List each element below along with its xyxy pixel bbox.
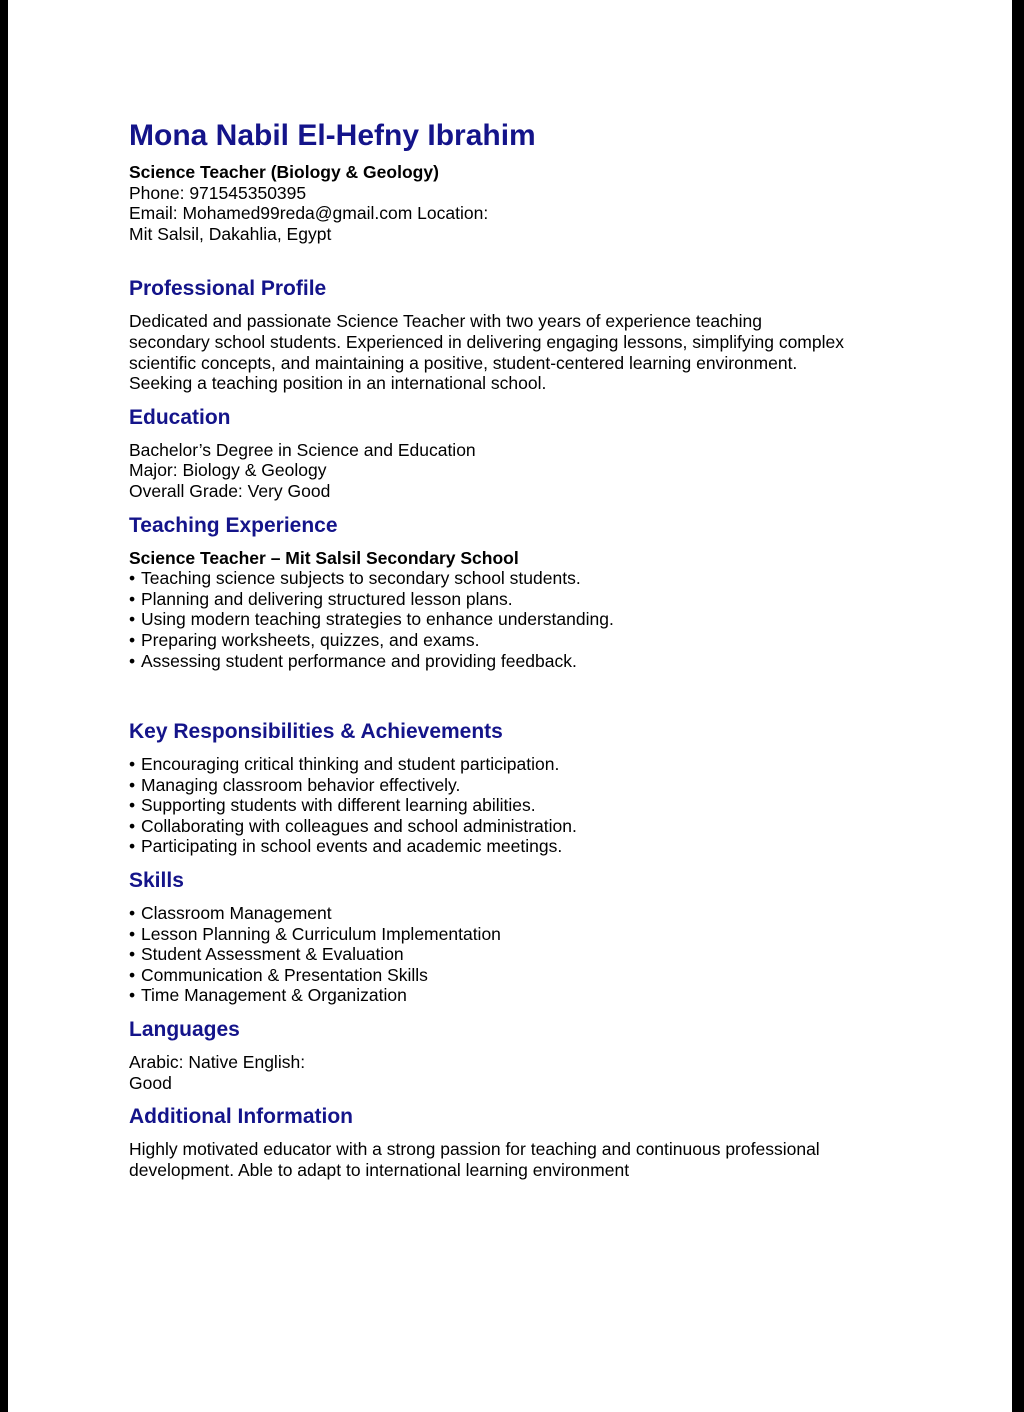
list-item: • Collaborating with colleagues and school administration. bbox=[129, 815, 577, 836]
resume-page bbox=[8, 0, 1012, 1412]
additional-line: Highly motivated educator with a strong passion for teaching and continuous professional bbox=[129, 1139, 820, 1160]
list-item: • Assessing student performance and providing feedback. bbox=[129, 650, 577, 671]
education-line: Major: Biology & Geology bbox=[129, 460, 327, 481]
profile-heading: Professional Profile bbox=[129, 277, 327, 301]
bullet-icon: • bbox=[129, 903, 136, 924]
bullet-icon: • bbox=[129, 944, 136, 965]
profile-line: Seeking a teaching position in an international school. bbox=[129, 373, 547, 394]
education-body bbox=[129, 440, 929, 502]
experience-body bbox=[129, 548, 929, 672]
education-line: Overall Grade: Very Good bbox=[129, 480, 331, 501]
list-item: • Managing classroom behavior effectively. bbox=[129, 774, 461, 795]
experience-list bbox=[129, 568, 929, 671]
bullet-icon: • bbox=[129, 795, 136, 816]
list-item: • Lesson Planning & Curriculum Implementation bbox=[129, 923, 501, 944]
bullet-icon: • bbox=[129, 836, 136, 857]
education-line: Bachelor’s Degree in Science and Education bbox=[129, 439, 476, 460]
list-item: • Communication & Presentation Skills bbox=[129, 964, 428, 985]
bullet-icon: • bbox=[129, 650, 136, 671]
bullet-icon: • bbox=[129, 754, 136, 775]
bullet-icon: • bbox=[129, 964, 136, 985]
responsibilities-section bbox=[129, 719, 929, 857]
list-item: • Using modern teaching strategies to enhance understanding. bbox=[129, 609, 614, 630]
languages-section bbox=[129, 1017, 929, 1093]
education-section bbox=[129, 405, 929, 502]
experience-heading: Teaching Experience bbox=[129, 513, 338, 537]
list-item: • Student Assessment & Evaluation bbox=[129, 944, 404, 965]
candidate-name: Mona Nabil El-Hefny Ibrahim bbox=[129, 119, 536, 152]
profile-section bbox=[129, 276, 929, 393]
list-item: • Preparing worksheets, quizzes, and exams. bbox=[129, 629, 480, 650]
resume-content bbox=[129, 116, 929, 1180]
additional-section bbox=[129, 1104, 929, 1180]
bullet-icon: • bbox=[129, 774, 136, 795]
job-title: Science Teacher (Biology & Geology) bbox=[129, 162, 439, 182]
list-item: • Participating in school events and academic meetings. bbox=[129, 836, 563, 857]
location-line: Mit Salsil, Dakahlia, Egypt bbox=[129, 223, 332, 244]
bullet-icon: • bbox=[129, 568, 136, 589]
responsibilities-body bbox=[129, 754, 929, 857]
profile-body bbox=[129, 311, 929, 393]
experience-role: Science Teacher – Mit Salsil Secondary School bbox=[129, 547, 519, 568]
list-item: • Time Management & Organization bbox=[129, 985, 407, 1006]
list-item: • Encouraging critical thinking and student participation. bbox=[129, 754, 560, 775]
skills-section bbox=[129, 868, 929, 1006]
languages-line: Arabic: Native English: bbox=[129, 1052, 306, 1073]
responsibilities-list bbox=[129, 754, 929, 857]
phone-line: Phone: 971545350395 bbox=[129, 182, 307, 203]
profile-line: scientific concepts, and maintaining a positive, student-centered learning environment. bbox=[129, 352, 798, 373]
additional-line: development. Able to adapt to international learning environment bbox=[129, 1159, 630, 1180]
list-item: • Teaching science subjects to secondary school students. bbox=[129, 568, 581, 589]
email-line: Email: Mohamed99reda@gmail.com Location: bbox=[129, 203, 489, 224]
languages-body bbox=[129, 1052, 929, 1093]
additional-heading: Additional Information bbox=[129, 1105, 353, 1129]
languages-line: Good bbox=[129, 1072, 172, 1093]
profile-line: secondary school students. Experienced in delivering engaging lessons, simplifying complex bbox=[129, 331, 844, 352]
education-heading: Education bbox=[129, 405, 231, 429]
bullet-icon: • bbox=[129, 609, 136, 630]
skills-heading: Skills bbox=[129, 869, 184, 893]
languages-heading: Languages bbox=[129, 1018, 240, 1042]
experience-section bbox=[129, 513, 929, 672]
skills-list bbox=[129, 903, 929, 1006]
profile-line: Dedicated and passionate Science Teacher with two years of experience teaching bbox=[129, 311, 762, 332]
list-item: • Planning and delivering structured lesson plans. bbox=[129, 588, 513, 609]
list-item: • Supporting students with different learning abilities. bbox=[129, 795, 536, 816]
responsibilities-heading: Key Responsibilities & Achievements bbox=[129, 720, 503, 744]
bullet-icon: • bbox=[129, 985, 136, 1006]
skills-body bbox=[129, 903, 929, 1006]
additional-body bbox=[129, 1139, 929, 1180]
bullet-icon: • bbox=[129, 629, 136, 650]
bullet-icon: • bbox=[129, 923, 136, 944]
bullet-icon: • bbox=[129, 588, 136, 609]
bullet-icon: • bbox=[129, 815, 136, 836]
list-item: • Classroom Management bbox=[129, 903, 332, 924]
